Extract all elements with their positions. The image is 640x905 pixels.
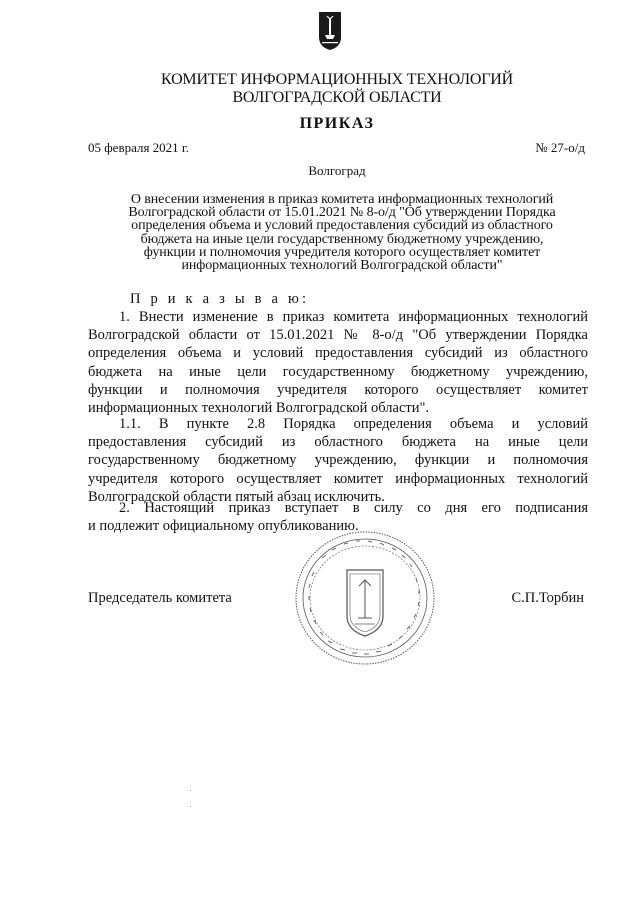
paragraph-line: Волгоградской области пятый абзац исключить. <box>88 488 385 505</box>
organization-name-line1: КОМИТЕТ ИНФОРМАЦИОННЫХ ТЕХНОЛОГИЙ <box>161 71 513 88</box>
subject-line: функции и полномочия учредителя которого осуществляет комитет <box>143 244 541 260</box>
paragraph-line: учредителя которого осуществляет комитет информационных технологий <box>88 470 588 487</box>
document-city: Волгоград <box>308 163 366 178</box>
document-type-title: ПРИКАЗ <box>299 115 375 132</box>
paragraph-line: государственному бюджетному учреждению, функции и полномочия <box>88 452 588 469</box>
paragraph-line: и подлежит официальному опубликованию. <box>88 518 359 535</box>
subject-line: информационных технологий Волгоградской области" <box>181 258 503 274</box>
scan-speck <box>190 806 191 807</box>
scan-speck <box>190 790 191 791</box>
paragraph-line: определения объема и условий предоставления субсидий из областного <box>88 345 588 362</box>
document-subject <box>95 193 589 272</box>
paragraph-1-1 <box>88 415 588 506</box>
paragraph-line: 2. Настоящий приказ вступает в силу со дня его подписания <box>119 500 588 516</box>
paragraph-line: предоставления субсидий из областного бюджета на иные цели <box>88 434 588 451</box>
subject-line: бюджета на иные цели государственному бюджетному учреждению, <box>140 231 544 247</box>
subject-line: Волгоградской области от 15.01.2021 № 8-о/д "Об утверждении Порядка <box>128 205 556 221</box>
subject-line: О внесении изменения в приказ комитета информационных технологий <box>130 192 554 207</box>
organization-name-line2: ВОЛГОГРАДСКОЙ ОБЛАСТИ <box>232 89 442 106</box>
document-date: 05 февраля 2021 г. <box>88 140 190 155</box>
volgograd-coat-of-arms-icon <box>318 11 342 51</box>
paragraph-line: информационных технологий Волгоградской области". <box>88 399 430 416</box>
official-round-seal-icon <box>292 528 438 668</box>
paragraph-line: Волгоградской области от 15.01.2021 № 8-о/д "Об утверждении Порядка <box>88 327 588 344</box>
paragraph-line: функции и полномочия учредителя которого осуществляет комитет <box>88 381 588 398</box>
paragraph-line: 1. Внести изменение в приказ комитета информационных технологий <box>119 309 588 325</box>
signatory-title: Председатель комитета <box>88 590 232 606</box>
order-word: П р и к а з ы в а ю: <box>130 291 310 307</box>
paragraph-line: бюджета на иные цели государственному бюджетному учреждению, <box>88 363 588 380</box>
subject-line: определения объема и условий предоставления субсидий из областного <box>131 218 553 234</box>
signatory-name: С.П.Торбин <box>511 590 584 606</box>
paragraph-1 <box>88 308 588 417</box>
paragraph-line: 1.1. В пункте 2.8 Порядка определения объема и условий <box>119 416 588 432</box>
document-number: № 27-о/д <box>535 140 585 155</box>
